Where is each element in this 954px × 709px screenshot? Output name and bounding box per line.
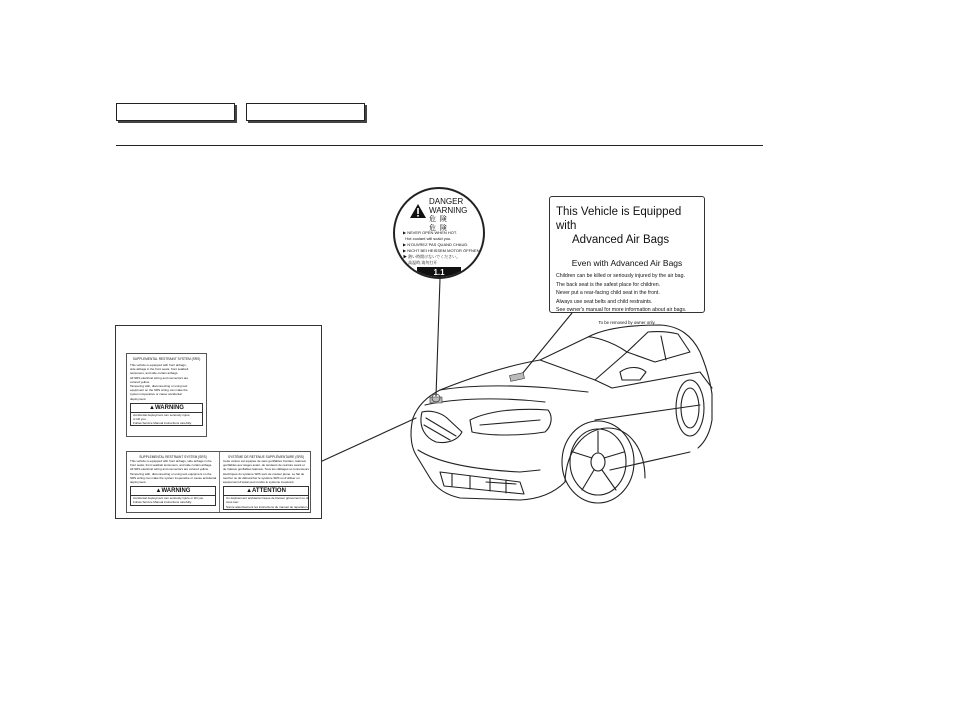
srs-a-line: equipment on the SRS wiring can make the — [130, 388, 188, 393]
srs-b-attention-line: Suivre attentivement les instructions du manuel de réparation. — [226, 504, 309, 509]
srs-b-line-fr: de rideaux gonflables latéraux. Tous les câblages et connecteurs — [223, 467, 309, 472]
srs-b-line-fr: Cette voiture est équipée de sacs gonflables frontaux, latéraux — [223, 459, 307, 463]
srs-b-caption-fr: SYSTÈME DE RETENUE SUPPLÉMENTAIRE (SRS) — [228, 455, 304, 459]
srs-b-caption-en: SUPPLEMENTAL RESTRAINT SYSTEM (SRS) — [139, 455, 207, 459]
danger-line: Hot coolant will scald you. — [405, 236, 452, 241]
srs-b-line-fr: électriques du système SRS sont de couleur jaune. Le fait de — [223, 471, 305, 476]
danger-line: ▶ N'OUVREZ PAS QUAND CHAUD. — [403, 242, 469, 247]
srs-a-warning-line: Follow Service Manual instructions carefully. — [133, 421, 192, 426]
danger-jp-chars: 危 険 危 険 — [429, 216, 447, 232]
srs-a-line: tensioners, and side curtain airbags. — [130, 371, 179, 376]
srs-b-attention-line: Un déploiement accidentel risque de blesser grièvement ou de — [226, 496, 310, 501]
srs-b-attention-title: ▲ATTENTION — [224, 487, 308, 496]
airbag-title-line2: Advanced Air Bags — [572, 234, 670, 246]
danger-line: ▶ NEVER OPEN WHEN HOT. — [403, 230, 457, 235]
airbag-title-line1: This Vehicle is Equipped with — [556, 206, 682, 232]
airbag-line: Never put a rear-facing child seat in the front. — [556, 290, 660, 296]
srs-a-warning-line: Accidental deployment can seriously injure — [133, 412, 190, 417]
srs-a-caption: SUPPLEMENTAL RESTRAINT SYSTEM (SRS) — [132, 357, 201, 361]
srs-b-warning-line: Follow Service Manual instructions carefully. — [133, 500, 192, 505]
srs-a-line: side airbags in the front seats, front seatbelt — [130, 367, 189, 372]
srs-b-english — [127, 452, 220, 512]
airbag-warning-label — [549, 196, 705, 325]
airbag-line: Always use seat belts and child restraints. — [556, 298, 653, 305]
srs-b-line-en: All SRS electrical wiring and connectors are colored yellow. — [130, 467, 209, 472]
srs-b-line-en: SRS wiring can make the system inoperative or cause accidental — [130, 475, 217, 480]
airbag-line: The back seat is the safest place for children. — [556, 281, 661, 288]
srs-b-line-en: front seats, front seatbelt tensioners, and side curtain airbags. — [130, 463, 213, 468]
srs-b-line-en: deployment. — [130, 480, 147, 485]
srs-a-line: colored yellow. — [130, 379, 150, 384]
warning-triangle-icon — [409, 203, 427, 219]
danger-title: DANGER WARNING — [429, 197, 468, 215]
srs-b-attention-line: vous tuer. — [226, 500, 240, 505]
srs-a-warning-line: or kill you. — [133, 417, 147, 422]
airbag-line: Children can be killed or seriously injured by the air bag. — [556, 273, 685, 279]
srs-a-line: All SRS electrical wiring and connectors are — [130, 375, 189, 380]
pressure-rating: 1.1 — [417, 267, 461, 279]
airbag-subtitle: Even with Advanced Air Bags — [571, 258, 683, 268]
srs-b-warning-title: ▲WARNING — [131, 487, 215, 496]
airbag-line: See owner's manual for more information about air bags. — [556, 307, 687, 313]
srs-b-line-fr: équipement d'essai peut rendre le système inopérant. — [223, 480, 295, 485]
radiator-cap-danger-label — [393, 187, 485, 279]
srs-a-line: deployment. — [130, 396, 147, 401]
airbag-footer: To be removed by owner only. — [598, 319, 656, 325]
srs-label-inset — [115, 325, 322, 519]
srs-label-b — [126, 451, 311, 513]
srs-b-line-en: Tampering with, disconnecting or using test equipment on the — [130, 471, 212, 476]
srs-a-line: Tampering with, disconnecting or using test — [130, 384, 188, 389]
srs-b-warning — [130, 486, 216, 505]
danger-line: ▶ NICHT BEI HEISSEM MOTOR ÖFFNEN. — [403, 248, 481, 253]
srs-a-line: system inoperative or cause accidental — [130, 392, 182, 397]
danger-line: ▶ 熱い時開けないでください。 — [403, 254, 461, 259]
srs-b-line-fr: gonflables aux sièges avant, de tendeurs de ceinture avant et — [223, 463, 305, 468]
srs-a-line: This vehicle is equipped with front airbags, — [130, 363, 187, 367]
danger-line: ▶ 高温時,请勿打开 — [403, 260, 438, 265]
srs-b-attention — [223, 486, 309, 510]
srs-label-a — [126, 353, 207, 437]
srs-b-french — [220, 452, 311, 512]
srs-a-warning — [130, 403, 203, 427]
srs-a-warning-title: ▲WARNING — [131, 404, 202, 413]
srs-b-line-en: This vehicle is equipped with front airbags, side airbags in the — [130, 459, 212, 463]
srs-b-warning-line: Accidental deployment can seriously injure or kill you. — [133, 496, 205, 501]
srs-b-line-fr: toucher ou de débrancher le système SRS ou d'utiliser un — [223, 475, 300, 480]
